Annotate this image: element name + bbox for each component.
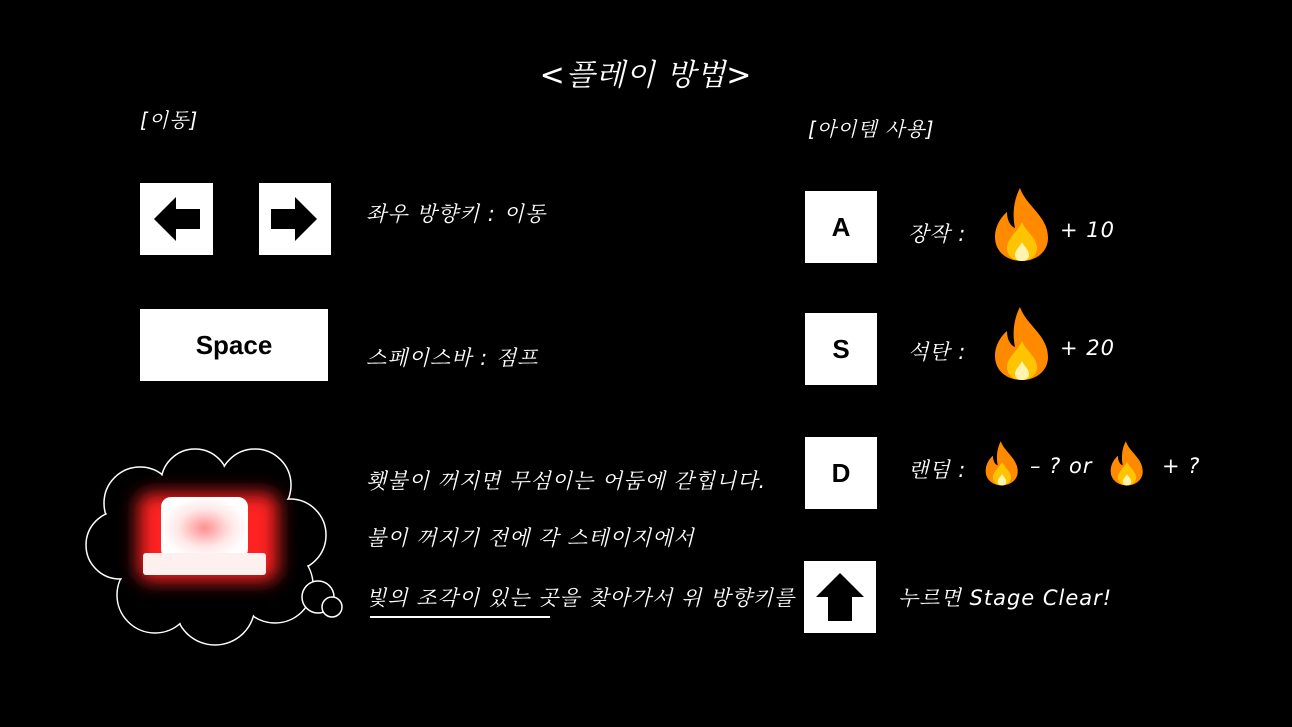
thought-bubble	[80, 445, 350, 650]
item-random-plus: + ?	[1162, 454, 1201, 478]
s-key[interactable]: S	[805, 313, 877, 385]
items-header: [아이템 사용]	[808, 117, 935, 141]
item-firewood-effect: + 10	[1060, 218, 1115, 242]
fire-icon	[982, 440, 1022, 486]
page-title: <플레이 방법>	[539, 58, 753, 93]
arrows-description: 좌우 방향키 : 이동	[366, 202, 547, 226]
item-coal-effect: + 20	[1060, 336, 1115, 360]
up-arrow-key[interactable]	[804, 561, 876, 633]
left-arrow-key[interactable]	[140, 183, 213, 255]
right-arrow-key[interactable]	[259, 183, 331, 255]
space-key[interactable]: Space	[140, 309, 328, 381]
item-random-label: 랜덤 :	[908, 458, 967, 482]
underline	[370, 616, 550, 618]
a-key[interactable]: A	[805, 191, 877, 263]
right-arrow-icon	[259, 183, 331, 255]
fire-icon	[1107, 440, 1147, 486]
d-key[interactable]: D	[805, 437, 877, 509]
up-arrow-icon	[804, 561, 876, 633]
stage-clear-description: 누르면 Stage Clear!	[898, 586, 1113, 610]
light-fragment-icon	[138, 493, 278, 581]
space-description: 스페이스바 : 점프	[366, 346, 539, 370]
item-firewood-label: 장작 :	[908, 222, 967, 246]
fire-icon	[990, 305, 1054, 381]
left-arrow-icon	[140, 183, 213, 255]
movement-header: [이동]	[140, 108, 199, 132]
item-coal-label: 석탄 :	[908, 340, 967, 364]
story-line-2: 불이 꺼지기 전에 각 스테이지에서	[366, 526, 695, 550]
story-line-3: 빛의 조각이 있는 곳을 찾아가서 위 방향키를	[366, 586, 796, 610]
item-random-minus: – ? or	[1030, 454, 1093, 478]
story-line-1: 횃불이 꺼지면 무섬이는 어둠에 갇힙니다.	[366, 469, 767, 493]
fire-icon	[990, 186, 1054, 262]
